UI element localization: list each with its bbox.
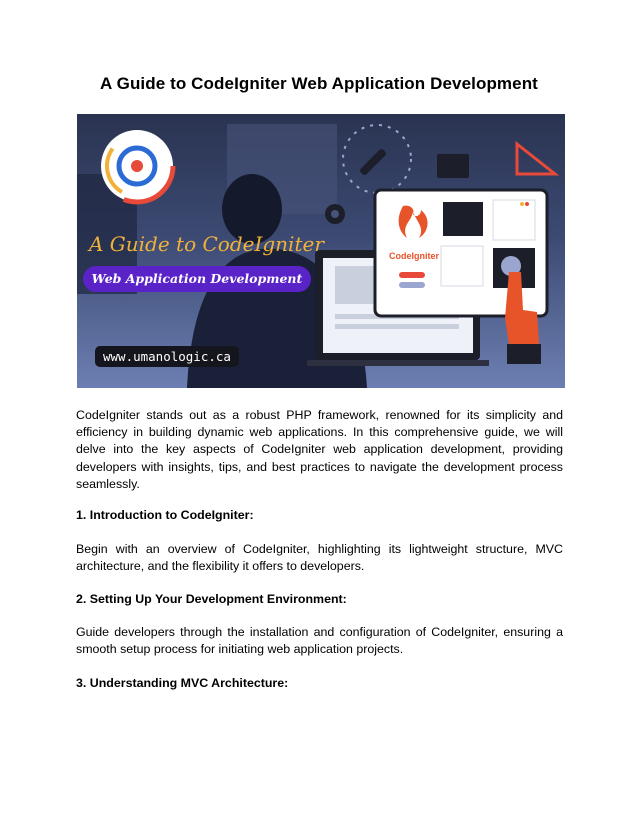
section-heading-3: 3. Understanding MVC Architecture:	[76, 676, 289, 690]
hero-banner-image	[77, 114, 565, 388]
codeigniter-logo-text: CodeIgniter	[389, 251, 440, 261]
section-body-2: Guide developers through the installation and configuration of CodeIgniter, ensuring a smooth setup process for initiating web application projects.	[76, 625, 563, 657]
banner-url-badge: www.umanologic.ca	[95, 346, 239, 367]
section-body-1: Begin with an overview of CodeIgniter, highlighting its lightweight structure, MVC architecture, and the flexibility it offers to developers.	[76, 542, 563, 574]
intro-paragraph: CodeIgniter stands out as a robust PHP framework, renowned for its simplicity and efficiency in building dynamic web applications. In this comprehensive guide, we will delve into the key aspects of CodeIgniter web application development, providing developers with insights, tips, and best practices to navigate the development process seamlessly.	[76, 408, 563, 491]
page-title: A Guide to CodeIgniter Web Application Development	[100, 74, 538, 93]
banner-script-title: A Guide to CodeIgniter	[89, 232, 324, 256]
section-heading-1: 1. Introduction to CodeIgniter:	[76, 508, 254, 522]
section-heading-2: 2. Setting Up Your Development Environment:	[76, 592, 347, 606]
banner-subtitle-pill: Web Application Development	[83, 266, 311, 292]
